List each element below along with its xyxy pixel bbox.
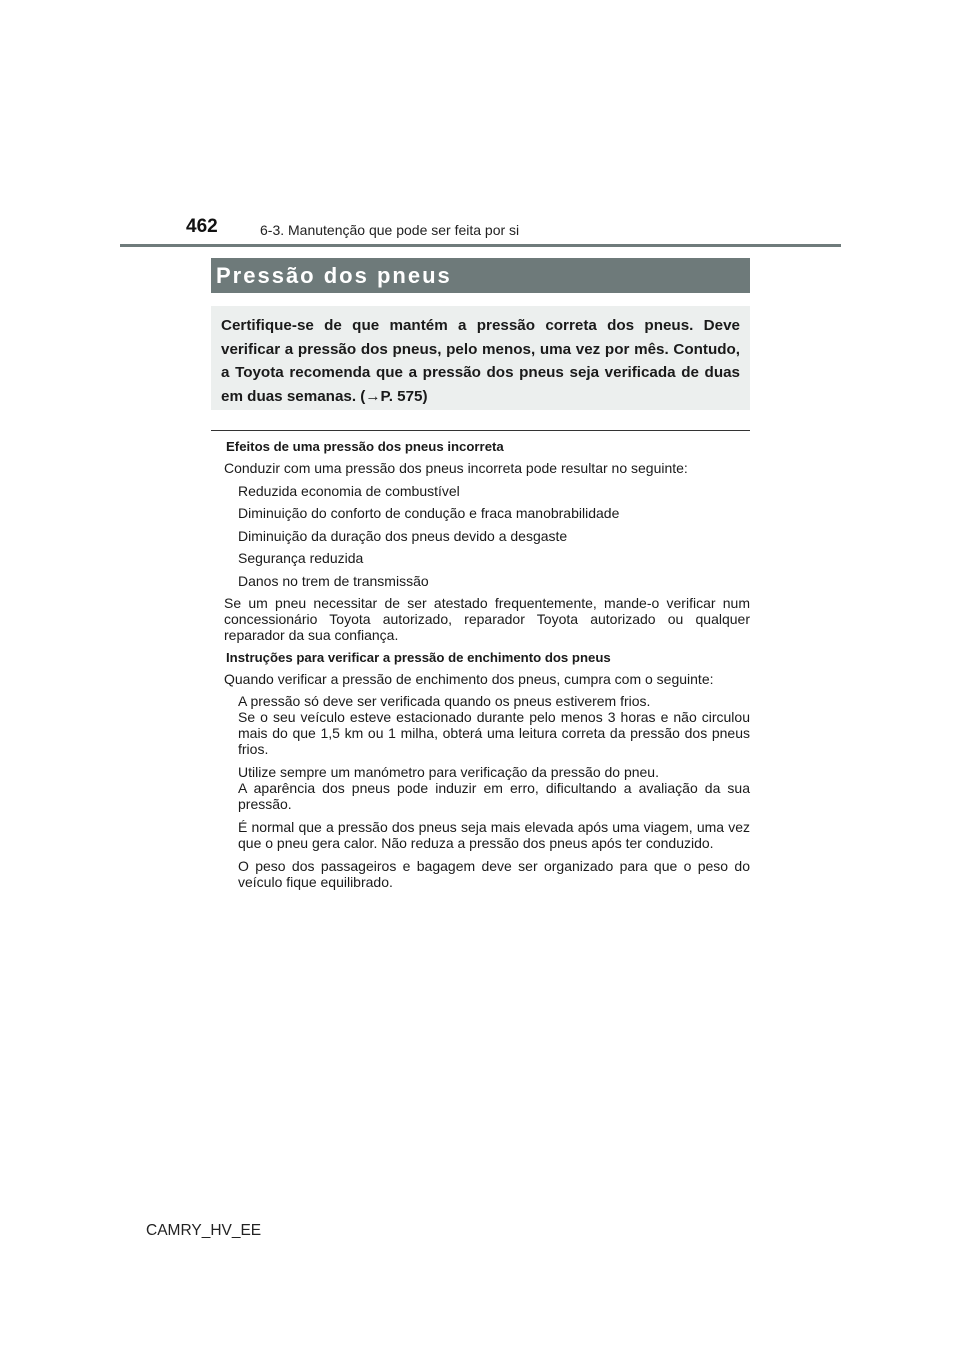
instruction-body: O peso dos passageiros e bagagem deve ser organizado para que o peso do veículo fique equilibrado. <box>238 857 750 890</box>
page-number: 462 <box>186 216 218 237</box>
instruction-item <box>224 764 750 812</box>
intro-text: Certifique-se de que mantém a pressão correta dos pneus. Deve verificar a pressão dos pneus, pelo menos, uma vez por mês. Contudo, a Toyota recomenda que a pressão dos pneus seja verificada de duas em duas semanas. (→P. 575) <box>221 317 740 405</box>
instruction-head: Utilize sempre um manómetro para verificação da pressão do pneu. <box>238 763 659 780</box>
instruction-body: A aparência dos pneus pode induzir em erro, dificultando a avaliação da sua pressão. <box>238 779 750 812</box>
instruction-body: É normal que a pressão dos pneus seja mais elevada após uma viagem, uma vez que o pneu gera calor. Não reduza a pressão dos pneus após ter conduzido. <box>238 818 750 851</box>
instruction-body: Se o seu veículo esteve estacionado durante pelo menos 3 horas e não circulou mais do que 1,5 km ou 1 milha, obterá uma leitura correta da pressão dos pneus frios. <box>238 708 750 757</box>
page-header <box>0 0 960 280</box>
effects-heading: Efeitos de uma pressão dos pneus incorreta <box>226 439 504 454</box>
instruction-item <box>224 858 750 890</box>
page-title-bar <box>211 258 750 293</box>
header-rule <box>120 244 841 247</box>
effects-list <box>224 483 750 590</box>
list-item: Diminuição da duração dos pneus devido a desgaste <box>238 527 568 544</box>
footer-model-code: CAMRY_HV_EE <box>146 1222 262 1239</box>
list-item: Segurança reduzida <box>238 550 364 566</box>
list-item: Diminuição do conforto de condução e fraca manobrabilidade <box>238 505 620 521</box>
intro-box <box>211 306 750 410</box>
list-item: Reduzida economia de combustível <box>238 482 460 499</box>
instructions-intro: Quando verificar a pressão de enchimento dos pneus, cumpra com o seguinte: <box>224 670 714 687</box>
instructions-heading: Instruções para verificar a pressão de enchimento dos pneus <box>226 649 611 665</box>
page-title: Pressão dos pneus <box>216 263 452 288</box>
effects-note: Se um pneu necessitar de ser atestado frequentemente, mande-o verificar num concessionário Toyota autorizado, reparador Toyota autorizado ou qualquer reparador da sua confiança. <box>224 594 750 643</box>
content-body <box>224 438 750 890</box>
section-title: 6-3. Manutenção que pode ser feita por si <box>260 222 520 238</box>
effects-intro: Conduzir com uma pressão dos pneus incorreta pode resultar no seguinte: <box>224 460 688 476</box>
list-item: Danos no trem de transmissão <box>238 572 429 589</box>
instruction-item <box>224 693 750 757</box>
instruction-item <box>224 819 750 851</box>
instruction-head: A pressão só deve ser verificada quando os pneus estiverem frios. <box>238 692 651 709</box>
section-divider <box>211 430 750 431</box>
